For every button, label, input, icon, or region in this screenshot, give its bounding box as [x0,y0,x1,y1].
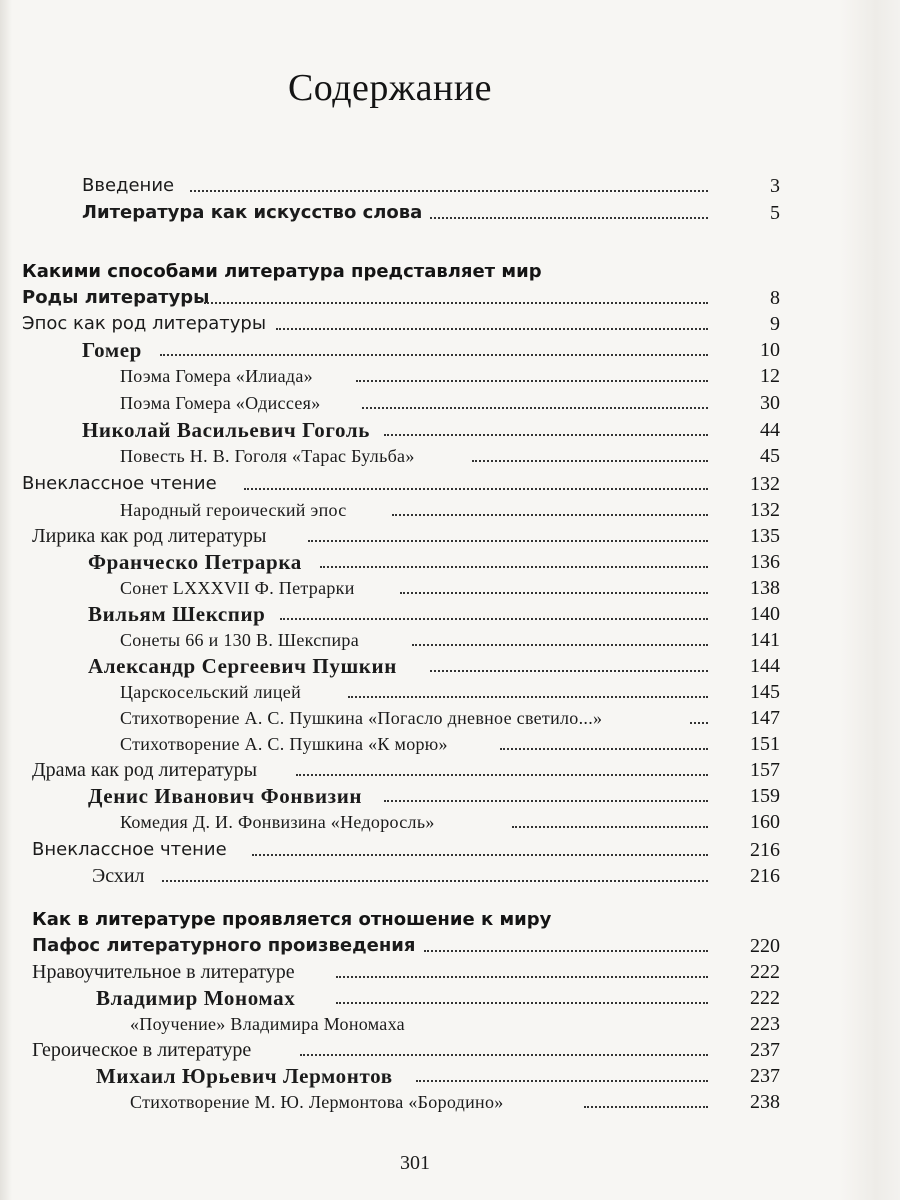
toc-entry [0,416,780,444]
toc-entry [0,862,780,890]
toc-entry [0,496,780,524]
dot-leader [400,592,708,594]
toc-entry [0,808,780,836]
dot-leader [512,826,708,828]
dot-leader [204,302,708,304]
page-number: 301 [400,1152,430,1174]
toc-entry-label: Внеклассное чтение [22,473,217,494]
dot-leader [392,514,708,516]
toc-entry-label: Царскосельский лицей [120,682,302,702]
toc-entry-label: Михаил Юрьевич Лермонтов [96,1064,393,1088]
toc-entry-label: Введение [82,175,175,196]
toc-entry-label: Драма как род литературы [32,759,258,781]
toc-entry-label: Франческо Петрарка [88,550,302,574]
toc-page-number: 3 [770,175,780,197]
toc-page-number: 138 [750,577,780,599]
toc-entry [0,1036,780,1064]
toc-page-number: 144 [750,655,780,677]
toc-entry-label: Пафос литературного произведения [32,935,416,956]
toc-entry-label: Народный героический эпос [120,500,347,520]
toc-entry [0,984,780,1012]
toc-page-number: 9 [770,313,780,335]
toc-entry [0,932,780,960]
dot-leader [160,354,708,356]
toc-entry-label: Героическое в литературе [32,1039,252,1061]
toc-entry [0,730,780,758]
dot-leader [320,566,708,568]
dot-leader [384,434,708,436]
toc-page-number: 237 [750,1039,780,1061]
toc-page-number: 145 [750,681,780,703]
toc-entry [0,600,780,628]
toc-page-number: 141 [750,629,780,651]
toc-entry [0,362,780,390]
toc-entry [0,652,780,680]
toc-entry-label: Сонеты 66 и 130 В. Шекспира [120,630,360,650]
toc-entry-label: Денис Иванович Фонвизин [88,784,363,808]
toc-page-number: 136 [750,551,780,573]
toc-page-number: 132 [750,499,780,521]
toc-page-number: 10 [760,339,780,361]
toc-page-number: 160 [750,811,780,833]
dot-leader [300,1054,708,1056]
dot-leader [356,380,708,382]
toc-entry [0,1010,780,1038]
toc-entry-label: Стихотворение М. Ю. Лермонтова «Бородино» [130,1092,504,1112]
toc-entry-label: Гомер [82,338,142,362]
toc-entry [0,548,780,576]
toc-entry [0,958,780,986]
dot-leader [162,880,708,882]
toc-page-number: 216 [750,865,780,887]
toc-entry-label: Повесть Н. В. Гоголя «Тарас Бульба» [120,446,415,466]
toc-entry [0,1062,780,1090]
toc-entry-label: Роды литературы [22,287,210,308]
dot-leader [280,618,708,620]
toc-page-number: 45 [760,445,780,467]
dot-leader [308,540,708,542]
toc-entry-label: Стихотворение А. С. Пушкина «Погасло дневное светило...» [120,708,603,728]
toc-entry-label: Внеклассное чтение [32,839,227,860]
dot-leader [276,328,708,330]
toc-entry [0,756,780,784]
toc-entry-label: Стихотворение А. С. Пушкина «К морю» [120,734,448,754]
toc-page-number: 135 [750,525,780,547]
toc-entry-label: Лирика как род литературы [32,525,267,547]
page-edge-shadow [840,0,900,1200]
dot-leader [190,190,708,192]
toc-entry [0,284,780,312]
dot-leader [244,488,708,490]
dot-leader [252,854,708,856]
toc-entry [0,522,780,550]
toc-page-number: 30 [760,392,780,414]
toc-page-number: 222 [750,987,780,1009]
toc-entry-label: Николай Васильевич Гоголь [82,418,370,442]
toc-entry-label: Эсхил [92,865,145,887]
dot-leader [584,1106,708,1108]
toc-page-number: 238 [750,1091,780,1113]
toc-entry [0,836,780,864]
toc-page-number: 216 [750,839,780,861]
dot-leader [336,976,708,978]
dot-leader [500,748,708,750]
dot-leader [412,644,708,646]
toc-entry [0,389,780,417]
toc-page-number: 159 [750,785,780,807]
toc-page-number: 140 [750,603,780,625]
toc-page-number: 147 [750,707,780,729]
toc-page-number: 151 [750,733,780,755]
toc-entry [0,470,780,498]
toc-page-number: 12 [760,365,780,387]
toc-page-number: 44 [760,419,780,441]
toc-entry-label: Поэма Гомера «Илиада» [120,366,313,386]
dot-leader [416,1080,708,1082]
dot-leader [472,460,708,462]
toc-entry-label: Владимир Мономах [96,986,296,1010]
toc-entry-label: Александр Сергеевич Пушкин [88,654,397,678]
section-heading: Какими способами литература представляет мир [22,261,542,282]
dot-leader [424,950,708,952]
toc-page-number: 223 [750,1013,780,1035]
toc-entry-label: Литература как искусство слова [82,202,423,223]
toc-page-number: 220 [750,935,780,957]
dot-leader [296,774,708,776]
toc-entry-intro [0,172,780,200]
toc-entry-label: «Поучение» Владимира Мономаха [130,1014,405,1034]
page-title: Содержание [287,67,493,109]
toc-entry-label: Сонет LXXXVII Ф. Петрарки [120,578,355,598]
section-heading: Как в литературе проявляется отношение к миру [32,909,552,930]
toc-page-number: 132 [750,473,780,495]
toc-entry [0,782,780,810]
toc-page-number: 237 [750,1065,780,1087]
dot-leader [362,407,708,409]
toc-page-number: 8 [770,287,780,309]
dot-leader [348,696,708,698]
dot-leader [430,670,708,672]
dot-leader [430,217,708,219]
toc-entry-label: Вильям Шекспир [88,602,266,626]
toc-page-number: 157 [750,759,780,781]
dot-leader [336,1002,708,1004]
toc-entry [0,704,780,732]
toc-entry-label: Нравоучительное в литературе [32,961,295,983]
toc-entry-label: Поэма Гомера «Одиссея» [120,393,321,413]
toc-page-number: 222 [750,961,780,983]
toc-entry-label: Комедия Д. И. Фонвизина «Недоросль» [120,812,435,832]
dot-leader [690,722,708,724]
dot-leader [384,800,708,802]
toc-entry [0,442,780,470]
toc-entry-label: Эпос как род литературы [22,313,267,334]
toc-entry [0,574,780,602]
toc-entry [0,626,780,654]
toc-page-number: 5 [770,202,780,224]
toc-entry [0,1088,780,1116]
toc-entry [0,336,780,364]
toc-entry [0,678,780,706]
toc-entry [0,310,780,338]
toc-entry-literature-art [0,199,780,227]
